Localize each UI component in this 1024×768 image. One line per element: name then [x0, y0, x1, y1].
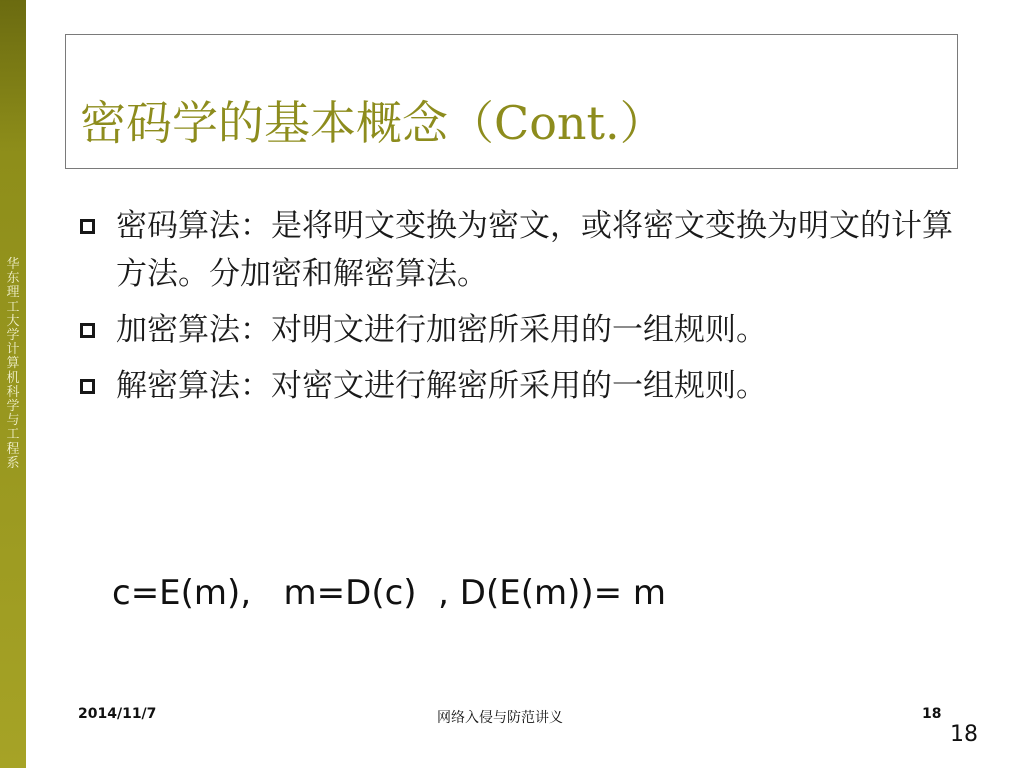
square-bullet-icon: [80, 219, 95, 234]
title-box: [65, 34, 958, 169]
bullet-item-decryption: [76, 362, 956, 410]
footer-page-number: 18: [922, 706, 942, 722]
sidebar-label: 华东理工大学计算机科学与工程系: [6, 257, 20, 471]
slide-title: 密码学的基本概念（Cont.）: [80, 96, 666, 150]
bullet-item-algorithm: [76, 202, 956, 298]
bullet-item-encryption: [76, 306, 956, 354]
square-bullet-icon: [80, 379, 95, 394]
slide-number: 18: [950, 722, 978, 747]
sidebar-band: [0, 0, 26, 768]
bullet-text: 密码算法：是将明文变换为密文，或将密文变换为明文的计算方法。分加密和解密算法。: [116, 208, 953, 292]
bullet-text: 加密算法：对明文进行加密所采用的一组规则。: [116, 312, 767, 348]
bullet-list: [76, 202, 956, 418]
footer-date: 2014/11/7: [78, 706, 157, 722]
formula: c=E(m), m=D(c) , D(E(m))= m: [112, 573, 667, 613]
bullet-text: 解密算法：对密文进行解密所采用的一组规则。: [116, 368, 767, 404]
footer-title: 网络入侵与防范讲义: [437, 710, 563, 726]
square-bullet-icon: [80, 323, 95, 338]
